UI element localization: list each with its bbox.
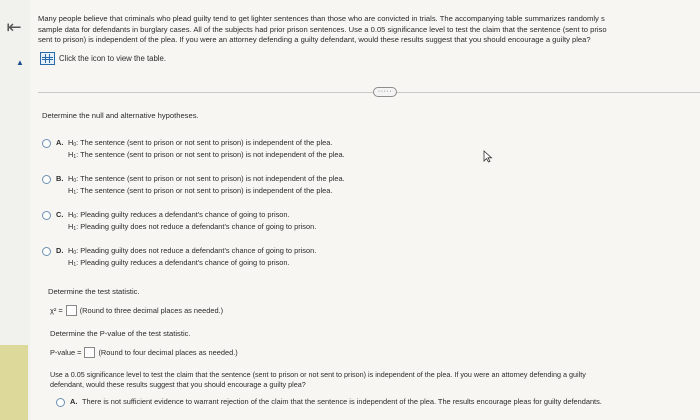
caret-up-icon[interactable]: ▲ — [16, 58, 24, 67]
test-statistic-row — [50, 305, 223, 316]
question-content — [38, 0, 700, 420]
h1-symbol: $H_1$: — [68, 150, 79, 160]
h1-text: Pleading guilty reduces a defendant's chance of going to prison. — [80, 258, 290, 267]
h0-symbol: $H_0$: — [68, 210, 79, 220]
option-letter: D. — [56, 246, 64, 255]
p-value-label: P-value = — [50, 348, 82, 357]
conclusion-prompt — [50, 370, 695, 390]
h1-text: Pleading guilty does not reduce a defendant's chance of going to prison. — [80, 222, 317, 231]
hypothesis-option-b[interactable] — [42, 173, 345, 197]
radio-button[interactable] — [42, 211, 51, 220]
problem-statement — [38, 14, 700, 46]
conclusion-option-text: There is not sufficient evidence to warrant rejection of the claim that the sentence is independent of the plea. The results encourage pleas for guilty defendants. — [82, 397, 602, 406]
test-statistic-input[interactable] — [66, 305, 77, 316]
hypothesis-option-a[interactable] — [42, 137, 345, 161]
view-table-link[interactable] — [40, 52, 166, 65]
table-icon[interactable] — [40, 52, 55, 65]
h0-text: Pleading guilty reduces a defendant's chance of going to prison. — [80, 210, 290, 219]
h1-symbol: $H_1$: — [68, 258, 79, 268]
radio-button[interactable] — [42, 247, 51, 256]
option-letter: A. — [70, 397, 78, 406]
h0-symbol: $H_0$: — [68, 174, 79, 184]
view-table-label: Click the icon to view the table. — [59, 54, 167, 63]
more-button[interactable]: ····· — [373, 87, 397, 97]
conclusion-line: defendant, would these results suggest that you should encourage a guilty plea? — [50, 380, 306, 389]
h1-symbol: $H_1$: — [68, 186, 79, 196]
problem-line: sent to prison) is independent of the plea. If you were an attorney defending a guilty defendant, would these results suggest that you should encourage a guilty plea? — [38, 35, 591, 45]
option-letter: A. — [56, 138, 64, 147]
h0-symbol: $H_0$: — [68, 138, 79, 148]
p-value-prompt: Determine the P-value of the test statistic. — [50, 329, 191, 338]
h0-symbol: $H_0$: — [68, 246, 79, 256]
hypothesis-option-c[interactable] — [42, 209, 316, 233]
test-statistic-prompt: Determine the test statistic. — [48, 287, 140, 296]
radio-button[interactable] — [56, 398, 65, 407]
hypothesis-option-d[interactable] — [42, 245, 316, 269]
h0-text: Pleading guilty does not reduce a defendant's chance of going to prison. — [80, 246, 317, 255]
chi-square-label: χ² = — [50, 306, 63, 315]
problem-line: sample data for defendants in burglary cases. All of the subjects had prior prison sentences. Use a 0.05 significance level to test the claim that the sentence (sent to priso — [38, 24, 607, 34]
problem-line: Many people believe that criminals who plead guilty tend to get lighter sentences than those who are convicted in trials. The accompanying table summarizes randomly s — [38, 14, 605, 23]
hypotheses-prompt: Determine the null and alternative hypotheses. — [42, 111, 199, 120]
p-value-row — [50, 347, 238, 358]
radio-button[interactable] — [42, 139, 51, 148]
h0-text: The sentence (sent to prison or not sent to prison) is independent of the plea. — [80, 138, 333, 147]
rail-accent — [0, 345, 28, 420]
conclusion-option-a[interactable] — [56, 396, 602, 408]
option-letter: B. — [56, 174, 64, 183]
conclusion-line: Use a 0.05 significance level to test the claim that the sentence (sent to prison or not sent to prison) is independent of the plea. If you were an attorney defending a guilty — [50, 370, 586, 379]
h1-text: The sentence (sent to prison or not sent to prison) is independent of the plea. — [80, 186, 333, 195]
h0-text: The sentence (sent to prison or not sent to prison) is not independent of the plea. — [80, 174, 345, 183]
p-value-hint: (Round to four decimal places as needed.) — [98, 348, 238, 357]
radio-button[interactable] — [42, 175, 51, 184]
back-arrow-icon[interactable]: ⇤ — [6, 17, 22, 37]
test-statistic-hint: (Round to three decimal places as needed.) — [79, 306, 224, 315]
h1-text: The sentence (sent to prison or not sent to prison) is not independent of the plea. — [80, 150, 345, 159]
left-rail — [0, 0, 30, 420]
p-value-input[interactable] — [84, 347, 95, 358]
section-divider — [38, 92, 700, 93]
option-letter: C. — [56, 210, 64, 219]
h1-symbol: $H_1$: — [68, 222, 79, 232]
